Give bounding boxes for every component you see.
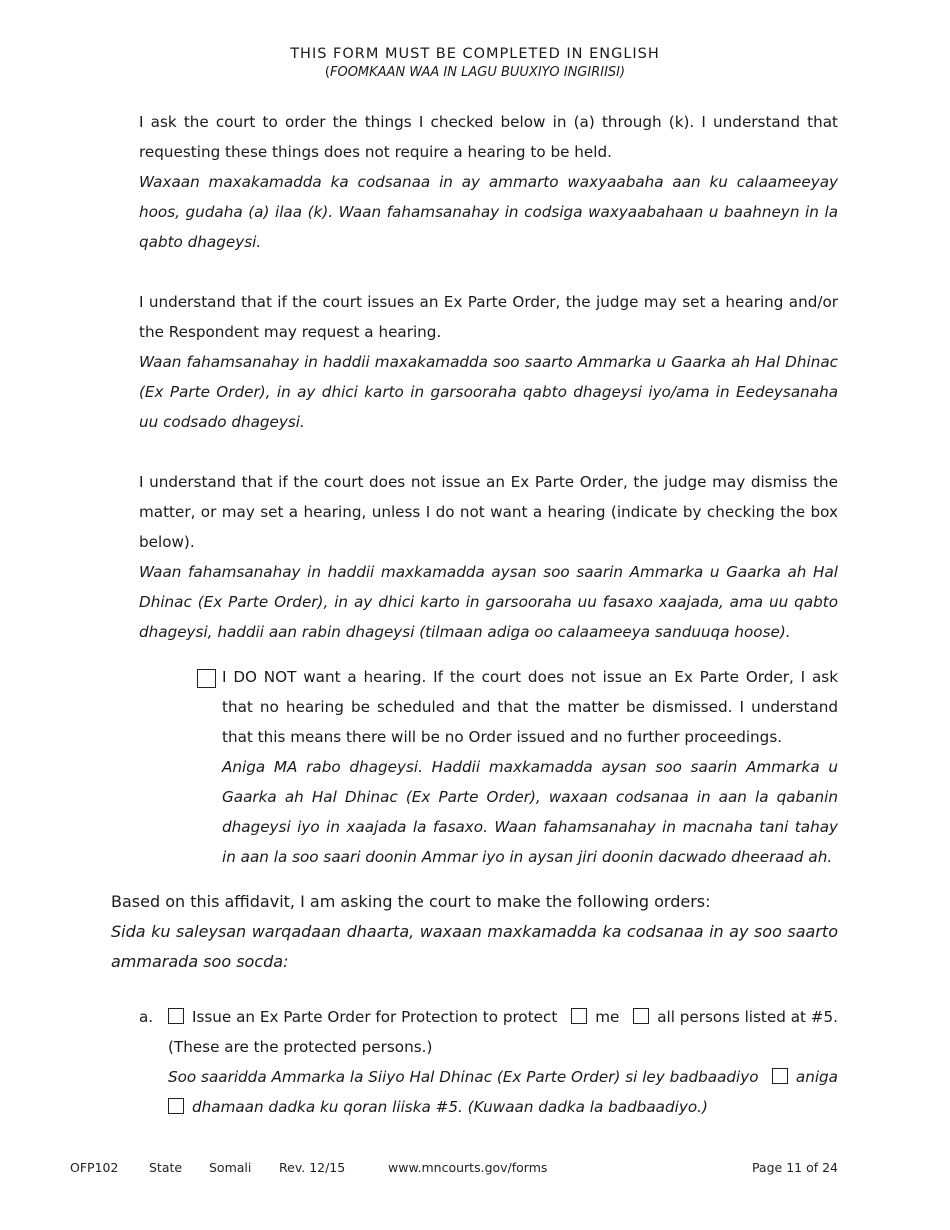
paragraph-ex-parte-not-issued-so: Waan fahamsanahay in haddii maxkamadda aysan soo saarin Ammarka u Gaarka ah Hal Dhinac (Ex Parte Order), in ay dhici karto in garsooraha uu fasaxo xaajada, ama uu qabto dhageysi, haddii aan rabin dhageysi (tilmaan adiga oo calaameeya sanduuqa hoose). — [139, 563, 838, 641]
orders-intro — [111, 887, 838, 977]
footer-page-number: Page 11 of 24 — [751, 1160, 838, 1175]
so-protect-all-option — [168, 1092, 838, 1122]
paragraph-request-so: Waxaan maxakamadda ka codsanaa in ay ammarto waxyaabaha aan ku calaameeyay hoos, gudaha (a) ilaa (k). Waan fahamsanahay in codsiga waxyaabahaan u baahneyn in la qabto dhageysi. — [139, 173, 838, 251]
footer-url[interactable]: www.mncourts.gov/forms — [388, 1160, 548, 1175]
order-item-a-so-text: Soo saaridda Ammarka la Siiyo Hal Dhinac (Ex Parte Order) si ley badbaadiyo — [168, 1068, 759, 1086]
protect-all-text: all persons listed at #5. — [657, 1008, 838, 1026]
issue-order-text: Issue an Ex Parte Order for Protection to protect — [192, 1008, 558, 1026]
order-item-a-label: a. — [139, 1008, 154, 1026]
paragraph-ex-parte-issued-so: Waan fahamsanahay in haddii maxakamadda soo saarto Ammarka u Gaarka ah Hal Dhinac (Ex Parte Order), in ay dhici karto in garsooraha qabto dhageysi iyo/ama in Eedeysanaha uu codsado dhageysi. — [139, 353, 838, 431]
paragraph-request — [139, 107, 838, 257]
footer-scope: State — [149, 1160, 183, 1175]
protect-all-option — [633, 1002, 838, 1032]
header-subtitle-text: FOOMKAAN WAA IN LAGU BUUXIYO INGIRIISI) — [329, 65, 626, 80]
no-hearing-so: Aniga MA rabo dhageysi. Haddii maxkamadda aysan soo saarin Ammarka u Gaarka ah Hal Dhinac (Ex Parte Order), waxaan codsanaa in aan la qabanin dhageysi iyo in xaajada la fasaxo. Waan fahamsanahay in macnaha tani tahay in aan la soo saari doonin Ammar iyo in aysan jiri doonin dacwado dheeraad ah. — [222, 758, 838, 866]
issue-order-option — [168, 1002, 557, 1032]
issue-order-checkbox[interactable] — [168, 1008, 184, 1024]
protected-note: (These are the protected persons.) — [168, 1038, 433, 1056]
header-title: THIS FORM MUST BE COMPLETED IN ENGLISH — [290, 46, 660, 62]
so-protect-all-checkbox[interactable] — [168, 1098, 184, 1114]
paragraph-ex-parte-not-issued-en: I understand that if the court does not issue an Ex Parte Order, the judge may dismiss the matter, or may set a hearing, unless I do not want a hearing (indicate by checking the box below). — [139, 473, 838, 551]
header-subtitle-paren: ( — [324, 65, 330, 80]
protect-me-option — [571, 1002, 619, 1032]
order-item-a-so-line — [168, 1062, 838, 1092]
header-subtitle — [0, 64, 950, 82]
no-hearing-en: I DO NOT want a hearing. If the court does not issue an Ex Parte Order, I ask that no hearing be scheduled and that the matter be dismissed. I understand that this means there will be no Order issued and no further proceedings. — [222, 668, 838, 746]
no-hearing-checkbox[interactable] — [197, 669, 216, 688]
so-protect-me-checkbox[interactable] — [772, 1068, 788, 1084]
no-hearing-option — [222, 662, 838, 872]
paragraph-ex-parte-issued-en: I understand that if the court issues an Ex Parte Order, the judge may set a hearing and/or the Respondent may request a hearing. — [139, 293, 838, 341]
so-protect-me-text: aniga — [795, 1068, 838, 1086]
orders-intro-so: Sida ku saleysan warqadaan dhaarta, waxaan maxkamadda ka codsanaa in ay soo saarto ammarada soo socda: — [111, 922, 838, 971]
orders-intro-en: Based on this affidavit, I am asking the court to make the following orders: — [111, 892, 711, 911]
so-protect-all-text: dhamaan dadka ku qoran liiska #5. (Kuwaan dadka la badbaadiyo.) — [192, 1098, 708, 1116]
order-item-a-line-1 — [168, 1002, 838, 1032]
protect-all-checkbox[interactable] — [633, 1008, 649, 1024]
footer-form-code: OFP102 — [70, 1160, 119, 1175]
paragraph-request-en: I ask the court to order the things I checked below in (a) through (k). I understand that requesting these things does not require a hearing to be held. — [139, 113, 838, 161]
footer-revision: Rev. 12/15 — [279, 1160, 346, 1175]
paragraph-ex-parte-not-issued — [139, 467, 838, 647]
so-protect-me-option — [772, 1062, 838, 1092]
footer-language: Somali — [209, 1160, 252, 1175]
protect-me-checkbox[interactable] — [571, 1008, 587, 1024]
paragraph-ex-parte-issued — [139, 287, 838, 437]
page-header — [0, 44, 950, 82]
protect-me-text: me — [595, 1008, 620, 1026]
